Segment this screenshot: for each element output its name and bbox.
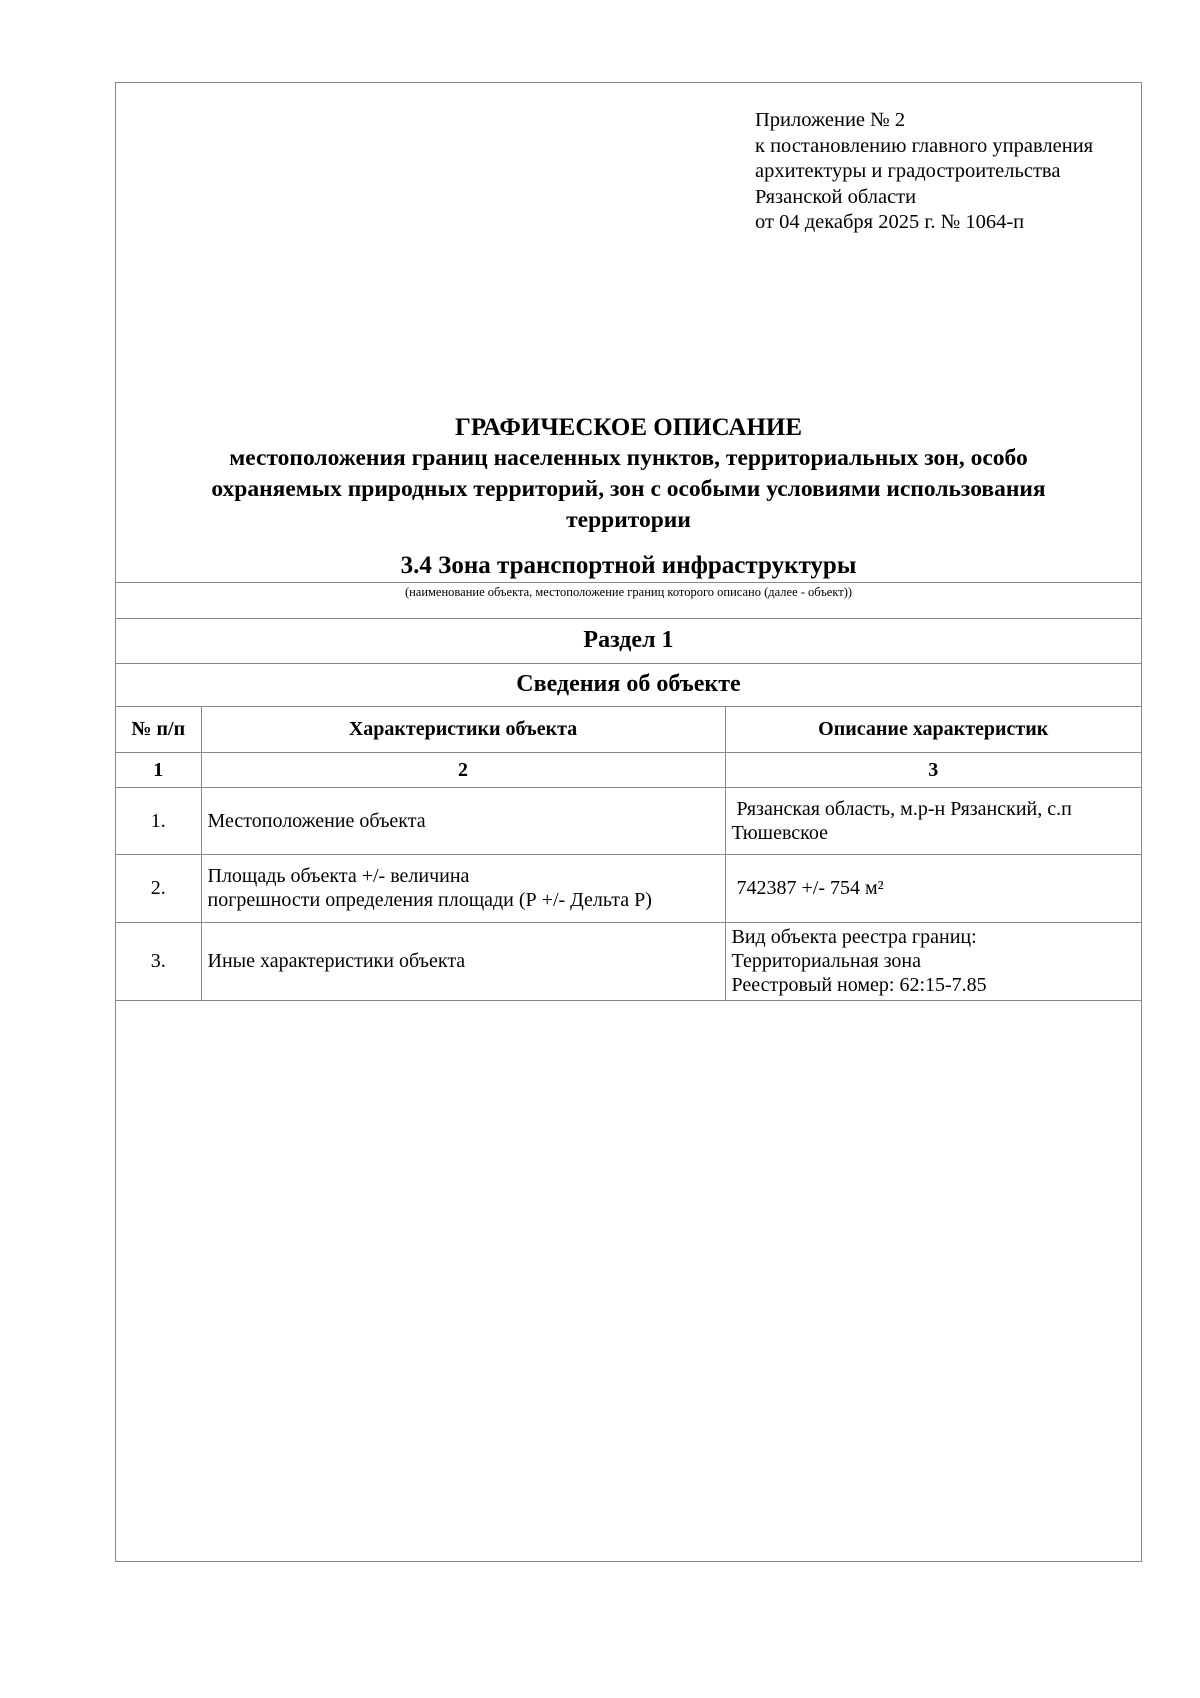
appendix-line: Рязанской области — [755, 185, 917, 208]
title-sub-line: охраняемых природных территорий, зон с особыми условиями использования — [211, 476, 1046, 502]
object-name: 3.4 Зона транспортной инфраструктуры — [400, 552, 857, 579]
description-line: Территориальная зона — [731, 950, 922, 972]
title-main: ГРАФИЧЕСКОЕ ОПИСАНИЕ — [454, 414, 803, 441]
row-characteristic — [201, 787, 725, 854]
characteristic-line: Площадь объекта +/- величина — [207, 865, 470, 887]
row-number: 1. — [116, 787, 201, 854]
title-sub-line: местоположения границ населенных пунктов, территориальных зон, особо — [229, 445, 1028, 471]
section-label: Раздел 1 — [583, 627, 674, 653]
appendix-line: архитектуры и градостроительства — [755, 160, 1061, 182]
object-info-table — [116, 706, 1141, 1001]
divider — [116, 1000, 1141, 1001]
appendix-line: Приложение № 2 — [755, 109, 906, 131]
column-number: 1 — [116, 752, 201, 787]
object-note: (наименование объекта, местоположение границ которого описано (далее - объект)) — [404, 585, 853, 599]
characteristic-line: погрешности определения площади (Р +/- Дельта Р) — [207, 889, 652, 911]
row-number: 2. — [116, 854, 201, 922]
column-number: 2 — [201, 752, 725, 787]
table-header-row — [116, 706, 1141, 752]
divider — [116, 582, 1141, 583]
row-characteristic — [201, 922, 725, 1000]
column-header: Описание характеристик — [725, 706, 1141, 752]
appendix-line: к постановлению главного управления — [755, 134, 1094, 157]
appendix-block — [755, 108, 1093, 236]
table-row — [116, 854, 1141, 922]
column-number-row — [116, 752, 1141, 787]
column-number: 3 — [725, 752, 1141, 787]
characteristic-line: Местоположение объекта — [207, 809, 426, 832]
appendix-line: от 04 декабря 2025 г. № 1064-п — [755, 211, 1025, 233]
description-line: 742387 +/- 754 м² — [731, 877, 884, 899]
section-heading: Сведения об объекте — [516, 671, 741, 697]
row-description — [725, 922, 1141, 1000]
table-row — [116, 922, 1141, 1000]
characteristic-line: Иные характеристики объекта — [207, 950, 466, 972]
row-description — [725, 854, 1141, 922]
description-line: Тюшевское — [731, 821, 828, 844]
row-number: 3. — [116, 922, 201, 1000]
document-title — [116, 412, 1141, 536]
table-row — [116, 787, 1141, 854]
row-description — [725, 787, 1141, 854]
column-header: № п/п — [116, 706, 201, 752]
description-line: Вид объекта реестра границ: — [731, 926, 977, 948]
row-characteristic — [201, 854, 725, 922]
description-line: Рязанская область, м.р-н Рязанский, с.п — [731, 797, 1072, 820]
column-header: Характеристики объекта — [201, 706, 725, 752]
description-line: Реестровый номер: 62:15-7.85 — [731, 974, 987, 996]
title-sub-line: территории — [566, 507, 691, 533]
